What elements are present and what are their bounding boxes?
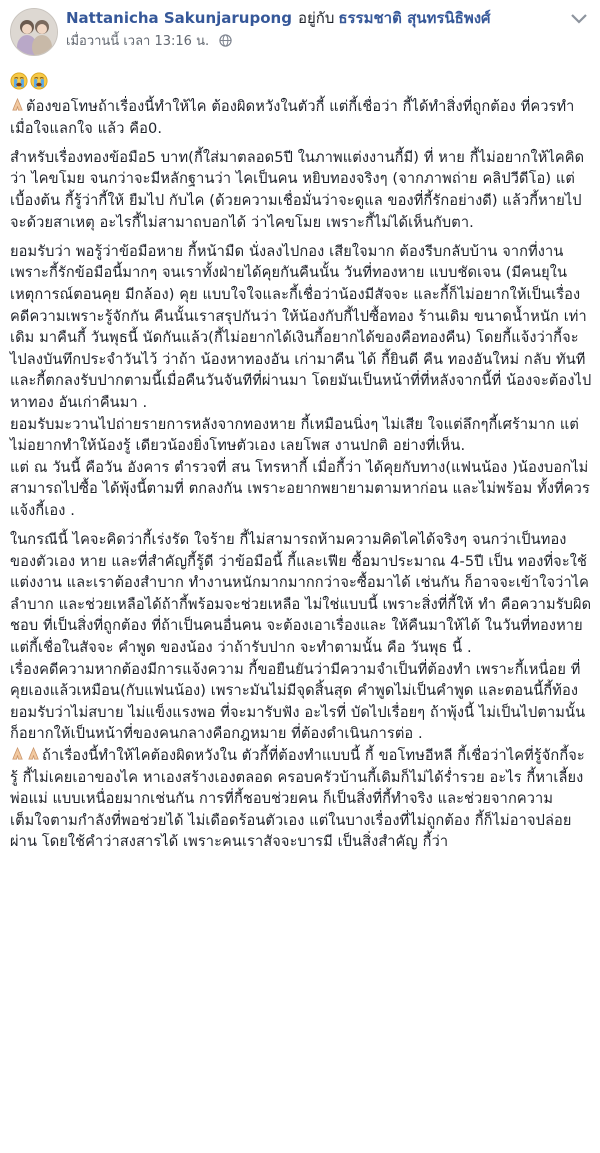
post-timestamp[interactable]: เมื่อวานนี้ เวลา 13:16 น.	[66, 34, 210, 49]
post-paragraph: แต่ ณ วันนี้ คือวัน อังคาร ตำรวจที่ สน โทรหากี้ เมื่อกี้ว่า ได้คุยกับทาง(แฟนน้อง )น้องบอกไม่สามารถไปซื้อ ได้พุ้งนี้ตามที่ ตกลงกัน เพราะอยากพยายามตามหาก่อน และไม่พร้อม ทั้งที่ควรแจ้งกี้เอง .	[10, 458, 590, 519]
emoji-row	[10, 72, 50, 92]
globe-icon[interactable]	[219, 34, 232, 47]
post-paragraph	[10, 745, 592, 853]
folded-hands-icon	[10, 746, 25, 761]
with-label: อยู่กับ	[297, 9, 335, 27]
post-header	[0, 0, 600, 68]
avatar-photo-icon	[11, 9, 57, 55]
tagged-person-name[interactable]: ธรรมชาติ สุนทรนิธิพงศ์	[338, 9, 491, 27]
post-body	[10, 96, 592, 853]
chevron-down-icon[interactable]	[570, 12, 588, 26]
author-line	[66, 8, 491, 28]
post-meta	[66, 33, 232, 51]
paragraph-text: ต้องขอโทษถ้าเรื่องนี้ทำให้ไค ต้องผิดหวังในตัวกี้ แต่กี้เชื่อว่า กี้ได้ทำสิ่งที่ถูกต้อง ที่ควรทำ เมื่อใจแลกใจ แล้ว คือ0.	[10, 98, 575, 137]
paragraph-text: ถ้าเรื่องนี้ทำให้ไคต้องผิดหวังใน ตัวกี้ที่ต้องทำแบบนี้ กี้ ขอโทษอีหลี กี้เชื่อว่าไคที่รู้จักกี้จะรู้ กี้ไม่เคยเอาของไค หาเองสร้างเองตลอด ครอบครัวบ้านกี้เดิมก็ไม่ได้ร่ำรวย อะไร กี้หาเลี้ยงพ่อแม่ แบบเหนื่อยมากเช่นกัน การที่กี้ชอบช่วยคน ก็เป็นสิ่งที่กี้ทำจริง และช่วยจากความเต็มใจตามกำลังที่พอช่วยได้ ไม่เดือดร้อนตัวเอง แต่ในบางเรื่องที่ไม่ถูกต้อง กี้ก็ไม่อาจปล่อยผ่าน โดยใช้คำว่าสงสารได้ เพราะคนเราสัจจะบารมี เป็นสิ่งสำคัญ กี้ว่า	[10, 747, 585, 851]
post-paragraph: ยอมรับมะวานไปถ่ายรายการหลังจากทองหาย กี้เหมือนนิ่งๆ ไม่เสีย ใจแต่ลึกๆกี้เศร้ามาก แต่ไม่อยากทำให้น้องรู้ เดียวน้องยิ่งโทษตัวเอง เลยโพส งานปกติ อย่างที่เห็น.	[10, 415, 579, 455]
post-paragraph	[10, 96, 592, 139]
author-name[interactable]: Nattanicha Sakunjarupong	[66, 9, 292, 27]
folded-hands-icon	[10, 97, 25, 112]
crying-face-icon	[30, 72, 48, 90]
author-avatar[interactable]	[10, 8, 58, 56]
post-paragraph: สำหรับเรื่องทองข้อมือ5 บาท(กี้ใส่มาตลอด5ปี ในภาพแต่งงานกี้มี) ที่ หาย กี้ไม่อยากให้ไคคิดว่า ไคขโมย จนกว่าจะมีหลักฐานว่า ไคเป็นคน หยิบทองจริงๆ (จากภาพถ่าย คลิปวีดีโอ) แต่เบื้องต้น กี้รู้ว่ากี้ให้ ยืมไป กับไค (ด้วยความเชื่อมั่นว่าจะดูแล ของที่กี้รักอย่างดี) แล้วกี้หายไป จะด้วยสาเหตุ อะไรกี้ไม่สามาถบอกได้ ว่าไคขโมย เพราะกี้ไม่ได้เห็นกับตา.	[10, 148, 585, 231]
folded-hands-icon	[26, 746, 41, 761]
post-paragraph: ยอมรับว่า พอรู้ว่าข้อมือหาย กี้หน้ามืด นั่งลงไปกอง เสียใจมาก ต้องรีบกลับบ้าน จากที่งาน เพราะกี้รักข้อมือนี้มากๆ จนเราทั้งฝ่ายได้คุยกันคืนนั้น วันที่ทองหาย แบบชัดเจน (มีคนยุในเหตุการณ์ตอนคุย มีกล้อง) คุย แบบใจใจและกี้เชื่อว่าน้องมีสัจจะ และกี้ก็ไม่อยากให้เป็นเรื่องคดีความเพราะรู้จักกัน คืนนั้นเราสรุปกันว่า ให้น้องกับกี้ไปซื้อทอง ร้านเดิม ขนาดน้ำหนัก เท่าเดิม มาคืนกี้ วันพุธนี้ นัดกันแล้ว(กี้ไม่อยากได้เงินกี้อยากได้ของคือทองคืน) โดยกี้แจ้งว่ากี้จะไปลงบันทึกประจำวันไว้ ว่าถ้า น้องหาทองอัน เก่ามาคืน ได้ กี้ยินดี คืน ทองอันใหม่ กลับ ทันที และกี้ตกลงรับปากตามนี้เมื่อคืนวันจันทีที่ผ่านมา โดยมันเป็นหน้าที่ที่หลังจากนี้ที่ น้องจะต้องไปหาทอง อันเก่าคืนมา .	[10, 242, 592, 411]
post-paragraph: เรื่องคดีความหากต้องมีการแจ้งความ กี้ขอยืนยันว่ามีความจำเป็นที่ต้องทำ เพราะกี้เหนื่อย ที่คุยเองแล้วเหมือน(กับแฟนน้อง) เพราะมันไม่มีจุดสิ้นสุด คำพูดไม่เป็นคำพูด และตอนนี้กี้ท้องยอมรับว่าไม่สบาย ไม่แข็งแรงพอ ที่จะมารับฟัง อะไรที่ บัดไปเรื่อยๆ ถ้าพุ้งนี้ ไม่เป็นไปตามนั้น ก็อยากให้เป็นหน้าที่ของคนกลางคือกฎหมาย ที่ต้องดำเนินการต่อ .	[10, 660, 586, 743]
post-paragraph: ในกรณีนี้ ไคจะคิดว่ากี้เร่งรัด ใจร้าย กี้ไม่สามารถห้ามความคิดไคได้จริงๆ จนกว่าเป็นทอง ของตัวเอง หาย และที่สำคัญกี้รู้ดี ว่าข้อมือนี้ กี้และเฟีย ซื้อมาประมาณ 4-5ปี เป็น ทองที่จะใช้แต่งงาน และเราต้องสำบาก ทำงานหนักมากมากกว่าจะซื้อมาได้ เช่นกัน ก็อาจจะเข้าใจว่าไคลำบาก และช่วยเหลือได้ถ้ากี้พร้อมจะช่วยเหลือ ไม่ใช่แบบนี้ เพราะสิ่งที่กี้ให้ ทำ คือความรับผิดชอบ ที่เป็นสิ่งที่ถูกต้อง ที่ถ้าเป็นคนอื่นคน จะต้องเอาเรื่องและ ให้คืนมาให้ได้ ในวันที่ทองหาย แต่กี้เชื่อในสัจจะ คำพูด ของน้อง ว่าถ้ารับปาก จะทำตามนั้น คือ วันพุธ นี้ .	[10, 531, 592, 657]
crying-face-icon	[10, 72, 28, 90]
